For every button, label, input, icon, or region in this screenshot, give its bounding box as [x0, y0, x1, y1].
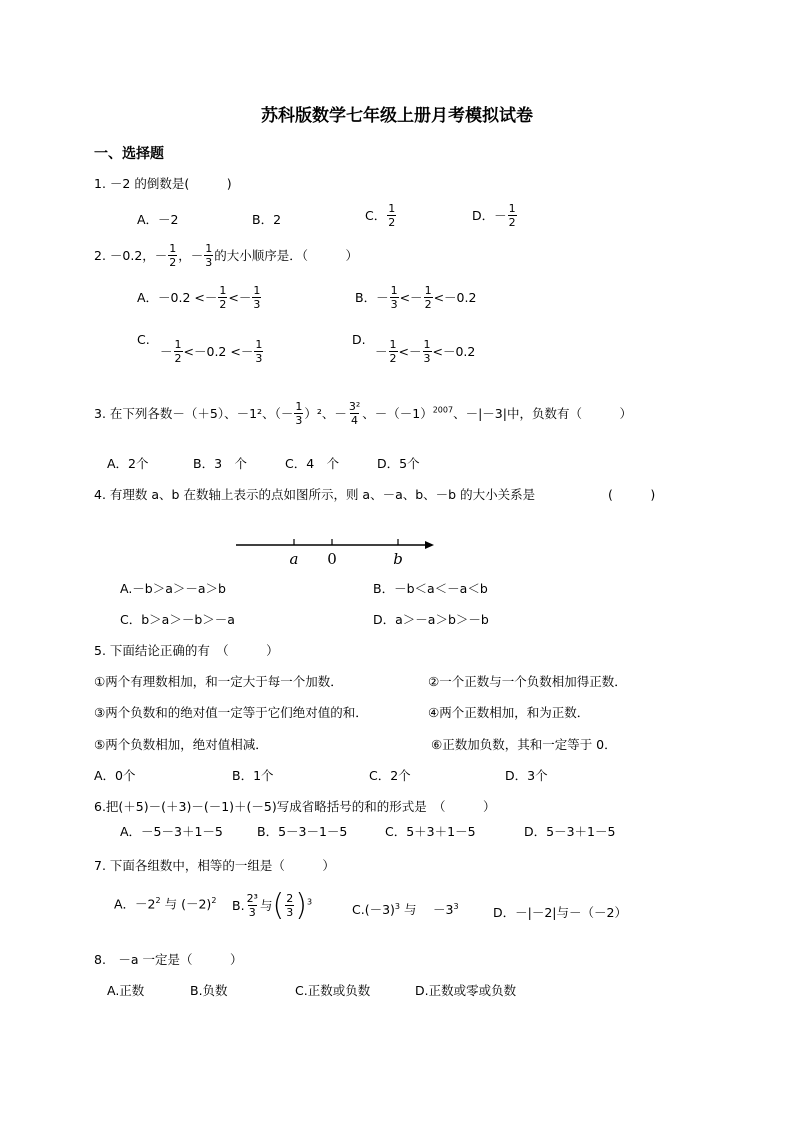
- question-7-stem: 7. 下面各组数中，相等的一组是（ ）: [94, 858, 335, 873]
- q2-option-a: A．－0.2 <－ $\frac{1}{2}$ <－ $\frac{1}{3}$: [137, 284, 261, 312]
- q7-option-d: D．－|－2|与－（－2）: [493, 905, 627, 920]
- q2-option-d: － $\frac{1}{2}$ <－ $\frac{1}{3}$ <－0.2: [375, 338, 476, 366]
- q8-option-c: C.正数或负数: [295, 983, 371, 998]
- q6-option-c: C．5＋3＋1－5: [385, 824, 476, 839]
- q5-option-a: A．0个: [94, 768, 136, 783]
- q2-option-c: － $\frac{1}{2}$ <－0.2 <－ $\frac{1}{3}$: [160, 338, 263, 366]
- q4-option-b: B．－b＜a＜－a＜b: [373, 581, 488, 596]
- q8-option-d: D.正数或零或负数: [415, 983, 517, 998]
- number-line-diagram: [230, 530, 440, 570]
- q2-option-d-label: D.: [352, 332, 366, 347]
- q2-option-b: B．－ $\frac{1}{3}$ <－ $\frac{1}{2}$ <－0.2: [355, 284, 477, 312]
- q6-option-d: D．5－3＋1－5: [524, 824, 616, 839]
- q7-option-b: B. $\frac{\text{2³}}{3}$ 与( $\frac{2}{3}$ )$^3$: [232, 888, 313, 924]
- question-4-stem: 4. 有理数 a、b 在数轴上表示的点如图所示，则 a、－a、b、－b 的大小关系是: [94, 487, 536, 502]
- q8-option-a: A.正数: [107, 983, 145, 998]
- q5-statement-1: ①两个有理数相加，和一定大于每一个加数．: [94, 674, 343, 689]
- q1-option-b: B．2: [252, 212, 282, 227]
- page-title: 苏科版数学七年级上册月考模拟试卷: [261, 106, 533, 126]
- question-3-stem: 3. 在下列各数－（＋5）、－1²、（－ $\frac{1}{3}$ ）²、－ $\frac{\text{3²}}{4}$ 、$-(-1)^{2007}$、－|－3|中，负数有（ ）: [94, 400, 632, 428]
- q4-option-a: A.－b＞a＞－a＞b: [120, 581, 226, 596]
- q3-option-d: D．5个: [377, 456, 420, 471]
- question-2-stem: 2. －0.2，－ $\frac{1}{2}$ ，－ $\frac{1}{3}$ 的大小顺序是．（ ）: [94, 242, 359, 270]
- axis-arrow: [425, 541, 434, 549]
- axis-label-0: 0: [327, 550, 337, 568]
- q4-option-d: D．a＞－a＞b＞－b: [373, 612, 489, 627]
- q5-option-b: B．1个: [232, 768, 274, 783]
- q3-option-a: A．2个: [107, 456, 149, 471]
- q5-option-d: D．3个: [505, 768, 548, 783]
- q5-statement-6: ⑥正数加负数，其和一定等于 0．: [431, 737, 617, 752]
- q5-statement-5: ⑤两个负数相加，绝对值相减．: [94, 737, 268, 752]
- q5-statement-4: ④两个正数相加，和为正数．: [428, 705, 590, 720]
- q2-option-c-label: C.: [137, 332, 150, 347]
- axis-label-a: a: [289, 550, 299, 568]
- section-heading: 一、选择题: [94, 146, 164, 162]
- q6-option-a: A．－5－3＋1－5: [120, 824, 223, 839]
- q8-option-b: B.负数: [190, 983, 228, 998]
- q1-option-c: C． $\frac{1}{2}$: [365, 202, 396, 230]
- q4-answer-paren: ( ): [608, 487, 656, 502]
- q3-option-b: B．3 个: [193, 456, 248, 471]
- q6-option-b: B．5－3－1－5: [257, 824, 348, 839]
- q7-option-a: A．$-2^2$ 与 $(-2)^2$: [114, 896, 217, 912]
- q3-option-c: C．4 个: [285, 456, 340, 471]
- question-6-stem: 6.把(＋5)－(＋3)－(－1)＋(－5)写成省略括号的和的形式是 （ ）: [94, 799, 496, 814]
- question-8-stem: 8. －a 一定是（ ）: [94, 952, 243, 967]
- q1-option-d: D．－ $\frac{1}{2}$: [472, 202, 516, 230]
- q1-option-a: A．－2: [137, 212, 179, 227]
- question-5-stem: 5. 下面结论正确的有 （ ）: [94, 643, 279, 658]
- q5-statement-3: ③两个负数和的绝对值一定等于它们绝对值的和．: [94, 705, 368, 720]
- q5-statement-2: ②一个正数与一个负数相加得正数．: [428, 674, 627, 689]
- q7-option-c: $C.(-3)^3$ 与 $-3^3$: [352, 902, 459, 918]
- question-1-stem: 1. －2 的倒数是( ): [94, 176, 232, 191]
- q5-option-c: C．2个: [369, 768, 411, 783]
- q4-option-c: C．b＞a＞－b＞－a: [120, 612, 235, 627]
- axis-label-b: b: [393, 550, 403, 568]
